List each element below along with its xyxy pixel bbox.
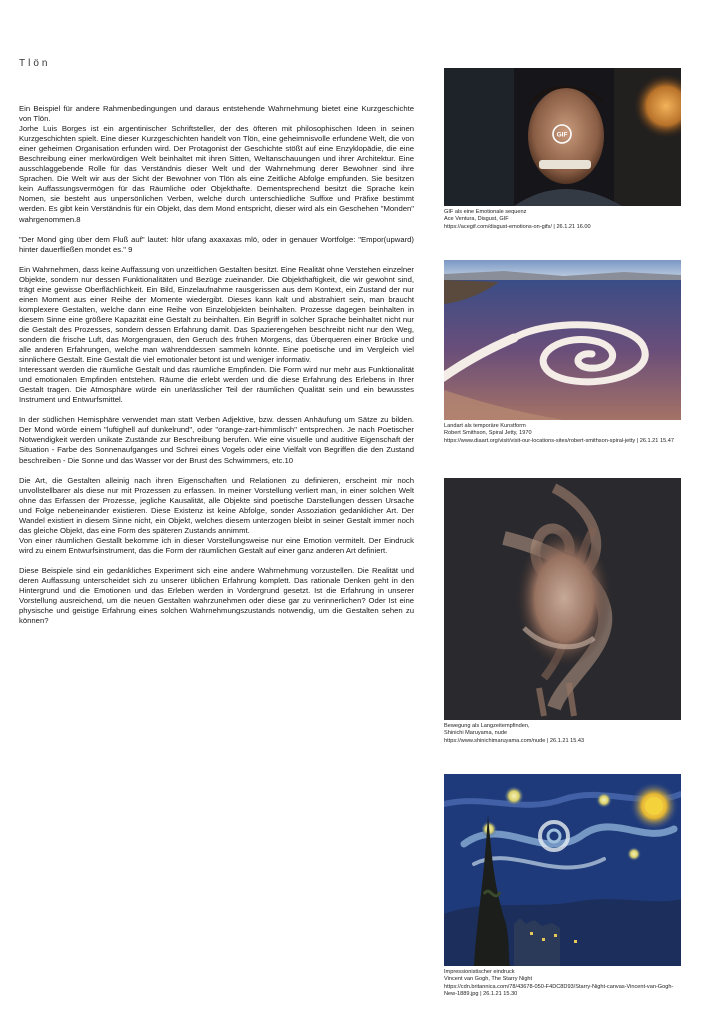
paragraph: Die Art, die Gestalten alleinig nach ihren Eigenschaften und Relationen zu definieren, erscheint mir noch unvollstellbarer als diese nur mit Prozessen zu erfassen. In meiner Vorstellung verliert man, in einer solchen Welt ohne das Erfassen der Prozesse, jegliche Kausalität, alle Objekte sind poetische Darstellungen dessen Ursache und Folge nebeneinander existieren. Diese Existenz ist keine Abfolge, sonder Assoziation gedanklicher Art. Der Wandel existiert in diesem Sinne nicht, ein Objekt, welches diesem unterzogen bleibt in seiner Gestalt immer noch das gleiche Objekt, das eine Form des späteren Zustands annimmt. Von einer räumlichen Gestallt bekomme ich in dieser Vorstellungsweise nur eine Emotion vermitelt. Der Eindruck wird zu einem Entwurfsinstrument, das die Form der räumlichen Gestalt auf einer ganz anderen Art definiert. [19,475,414,555]
caption-line: Ace Ventura, Disgust, GIF [444,216,509,223]
caption-line: GIF als eine Emotionale sequenz [444,209,527,215]
caption-line: https://www.diaart.org/visit/visit-our-locations-sites/robert-smithson-spiral-jetty | 26.1.21 15.47 [444,437,674,444]
figure-caption [444,423,681,445]
figure-spiral-jetty [444,260,681,445]
figure-starry-night [444,774,681,999]
caption-line: https://www.shinichimaruyama.com/nude | 26.1.21 15.43 [444,737,585,744]
caption-line: Vincent van Gogh, The Starry Night [444,976,533,983]
caption-line: https://cdn.britannica.com/78/43678-050-F4DC8D93/Starry-Night-canvas-Vincent-van-Gogh-New-1889.jpg | 26.1.21 15.30 [444,983,674,998]
caption-line: Bewegung als Langzeitempfinden, [444,723,530,729]
gif-badge: GIF [556,131,568,139]
paragraph: Ein Beispiel für andere Rahmenbedingungen und daraus entstehende Wahrnehmung bietet eine Kurzgeschichte von Tlön. Jorhe Luis Borges ist ein argentinischer Schriftsteller, der des öfteren mit philosophischen Ideen in seinen Kurzgeschichten spielt. Eine dieser Kurzgeschichten handelt von Tlön, eine geheimnisvolle erfundene Welt, die von einer geheimen Organisation erfunden wird. Der Protagonist der Geschichte stößt auf eine Enzyklopädie, die eine Beschreibung einer merkwürdigen Welt beinhaltet mit ihren Sitten, Weltanschauungen und ihrer Architektur. Eine ausschlaggebende Rolle für das Verständnis dieser Welt und der Wahrnehmung derer Bewohner sind ihre Sprachen. Die Welt wir aus der Sicht der Bewohner von Tlön als eine Zeitliche Abfolge empfunden. Sie besitzen kein Auffassungsvermögen für das Räumliche oder Objekthafte. Dementsprechend besitzt die Sprache kein Nomen, sie besteht aus unpersönlichen Verben, welche durch unterschiedliche Suffixe und Präfixe bestimmt werden. Es gibt kein Verständnis für ein Objekt, das dem Mond entspricht, dieser wird als ein Geschehen "Monden" wahrgenommen.8 [19,104,414,224]
figure-caption [444,969,681,999]
caption-line: Impressionistischer eindruck [444,969,515,975]
starry-night-image [444,774,681,966]
caption-line: Robert Smithson, Spiral Jetty, 1970 [444,430,532,437]
figure-caption [444,723,681,745]
figure-maruyama-nude [444,478,681,745]
caption-line: https://acegif.com/disgust-emotions-on-gifs/ | 26.1.21 16.00 [444,223,591,230]
paragraph: "Der Mond ging über dem Fluß auf" lautet: hlör ufang axaxaxas mlö, oder in genauer Wortfolge: "Empor(upward) hinter dauerfließen mondet es." 9 [19,234,414,254]
body-text [19,104,414,636]
paragraph: Ein Wahrnehmen, dass keine Auffassung von unzeitlichen Gestalten besitzt. Eine Realität ohne Verstehen einzelner Objekte, sondern nur dessen Funktionalitäten und Bezüge zueinander. Die Objekthaftigkeit, die wir gewohnt sind, trägt eine gewisse Oberflächlichkeit. Ein Bild, Einzelaufnahme rausgerissen aus dem Kontext, ein Zustand der nur einen Moment aus einer Reihe der Momente wiedergibt. Dieses kann kalt und abstrahiert sein, man braucht komplexere Gestalten, welche dann eine Reihe von Einzelobjekten beinhalten. Prozesse dagegen beinhalten in diesem Sinne eine größere Kapazität eine Gestalt zu beinhalten. Ein Begriff in solcher Sprache beinhaltet nicht nur die Gestalt des Prozesses, sondern dessen Erfahrung damit. Das Spazierengehen beschreibt nicht nur den Weg, sondern die frische Luft, das Morgengrauen, den Geruch des frühen Morgens, das Überqueren einer Brücke und alle anderen Erfahrungen, welche man währenddessen sammeln könnte. Eine poetische und im Vergleich viel sinnlichere Gestalt. Eine Gestalt die viel emotionaler betont ist und weniger informativ. Interessant werden die räumliche Gestalt und das räumliche Empfinden. Die Form wird nur mehr aus Funktionalität und emotionalen Empfinden entstehen. Räume die erlebt werden und die diese Erfahrung des Erlebens in Ihrer Gestalt tragen. Die Atmosphäre würde ein unerlässlicher Teil der räumlichen Qualität sein und ein bewusstes Instrument und Entwurfsmittel. [19,264,414,405]
caption-line: Landart als temporäre Kunstform [444,423,526,429]
caption-line: Shinichi Maruyama, nude [444,730,508,737]
paragraph: In der südlichen Hemisphäre verwendet man statt Verben Adjektive, bzw. dessen Anhäufung um Sätze zu bilden. Der Mond würde einem "luftighell auf dunkelrund", oder "orange-zart-himmlisch" entsprechen. Je nach Poetischer Notwendigkeit werden unikate Zustände zur Beschreibung berufen. Wie eine visuelle und auditive Eigenschaft der Situation - Farbe des Sonnenaufganges und Schrei eines Vogels oder eine Vielfalt von Begriffen die den Zustand beschreiben - Die Sonne und das Wasser vor der Brust des Schwimmers, etc.10 [19,415,414,465]
figure-ace-ventura [444,68,681,231]
ace-ventura-image [444,68,681,206]
spiral-jetty-image [444,260,681,420]
maruyama-nude-image [444,478,681,720]
figure-caption [444,209,681,231]
page-title: Tlön [19,58,51,69]
paragraph: Diese Beispiele sind ein gedankliches Experiment sich eine andere Wahrnehmung vorzustellen. Die Realität und deren Auffassung unterscheidet sich zu unserer üblichen Erfahrung komplett. Das rationale Denken geht in den Hintergrund und die Emotionen und das Erleben werden in Vordergrund gesetzt. Ist die Erfahrung in unserer Vorstellung ausreichend, um die neuen Gestalten wahrzunehmen oder diese gar zu verinnerlichen? Oder Ist eine physische und geistige Erfahrung eines solchen Wahrnehmungszustands notwendig, um die Gestalten sehen zu können? [19,565,414,626]
